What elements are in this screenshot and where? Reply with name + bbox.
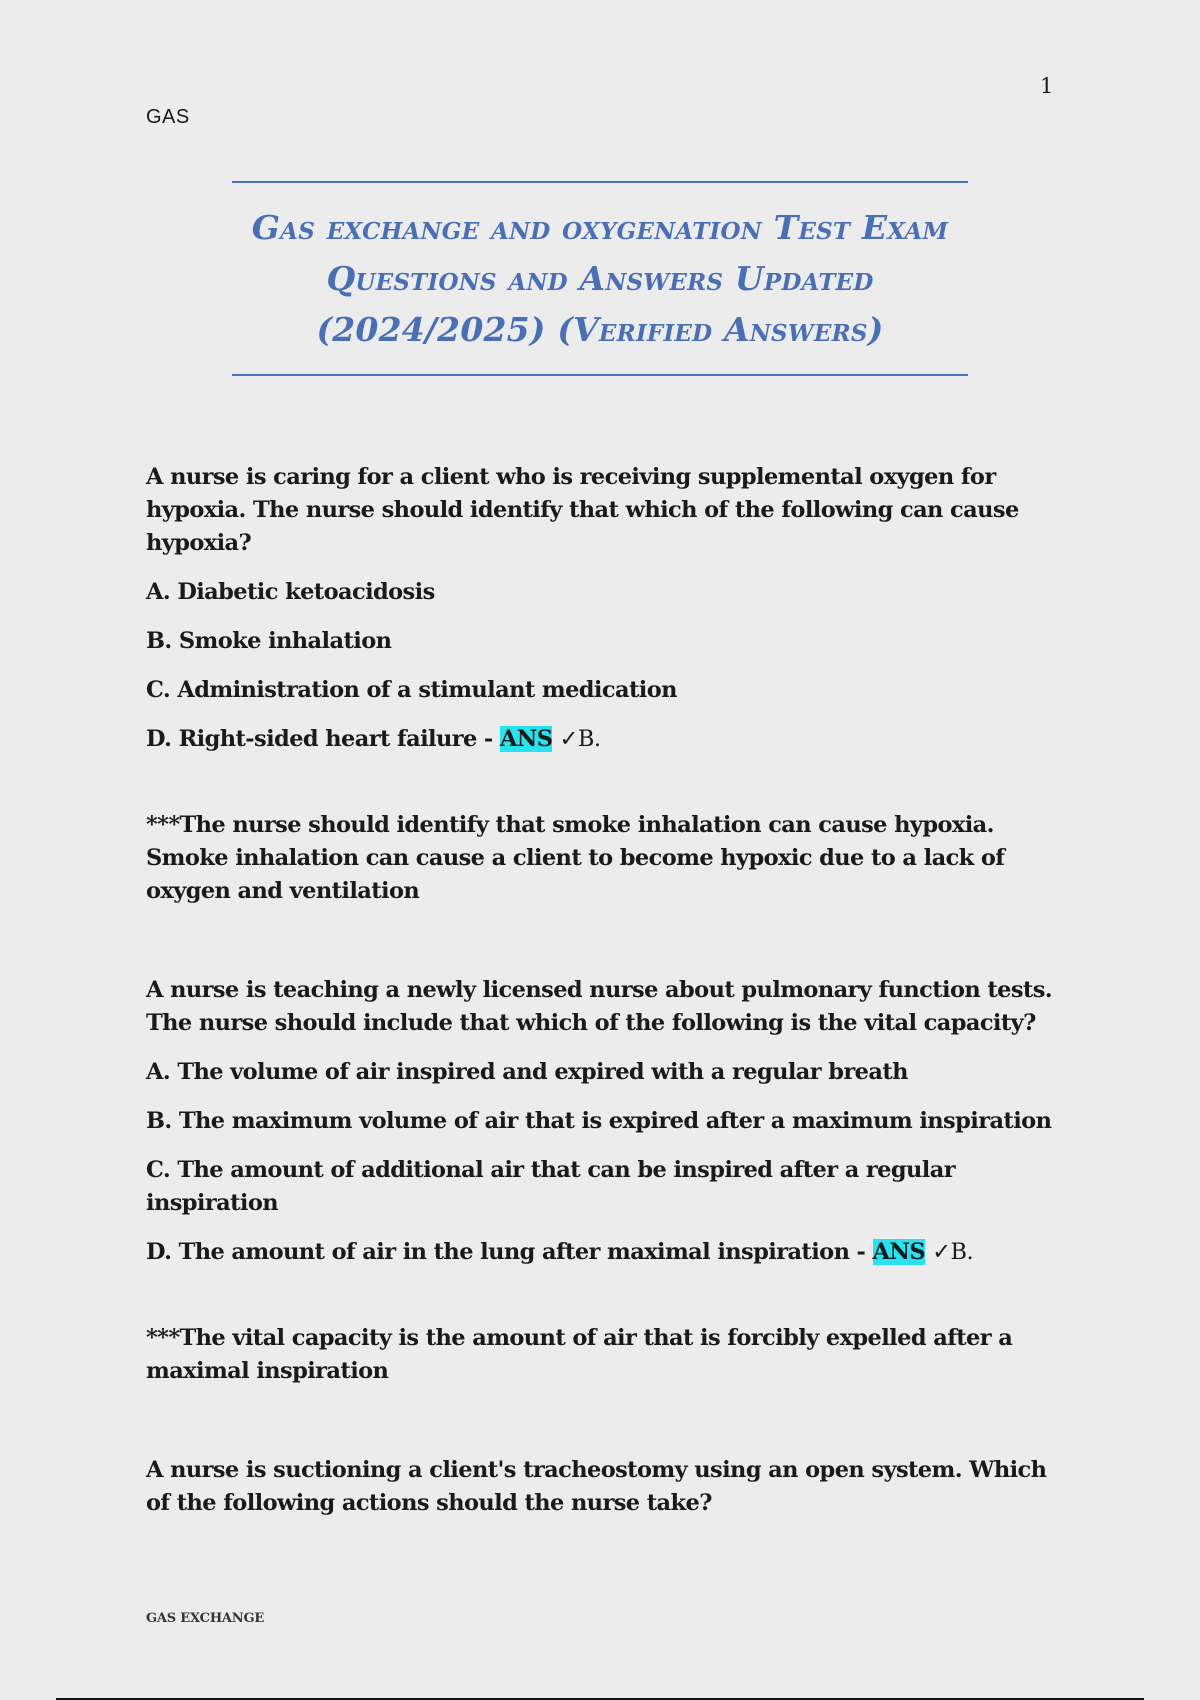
spacer	[146, 908, 1066, 974]
title-line-1: Gas exchange and oxygenation Test Exam	[251, 208, 949, 247]
document-title	[252, 202, 948, 355]
question-text: A nurse is caring for a client who is receiving supplemental oxygen for hypoxia. The nurse should identify that which of the following can cause hypoxia?	[146, 464, 1019, 556]
rationale: ***The vital capacity is the amount of air that is forcibly expelled after a maximal inspiration	[146, 1325, 1013, 1384]
question-3	[146, 1454, 1066, 1520]
spacer	[146, 1388, 1066, 1454]
option-c: C. The amount of additional air that can be inspired after a regular inspiration	[146, 1157, 955, 1216]
rationale: ***The nurse should identify that smoke inhalation can cause hypoxia. Smoke inhalation can cause a client to become hypoxic due to a lack of oxygen and ventilation	[146, 812, 1005, 904]
question-text: A nurse is suctioning a client's tracheostomy using an open system. Which of the following actions should the nurse take?	[146, 1457, 1047, 1516]
option-c: C. Administration of a stimulant medication	[146, 677, 677, 703]
page-number: 1	[1040, 74, 1054, 98]
document-body	[146, 461, 1066, 1536]
option-b: B. The maximum volume of air that is expired after a maximum inspiration	[146, 1108, 1052, 1134]
question-1	[146, 461, 1066, 908]
answer-letter: B.	[950, 1239, 974, 1265]
check-icon: ✓	[559, 726, 578, 752]
running-footer: GAS EXCHANGE	[146, 1611, 265, 1626]
title-block	[232, 181, 968, 376]
answer-label: ANS	[872, 1239, 926, 1265]
option-a: A. The volume of air inspired and expired with a regular breath	[146, 1059, 908, 1085]
option-d-text: D. Right-sided heart failure -	[146, 726, 500, 752]
check-icon: ✓	[932, 1239, 951, 1265]
running-header: GAS	[146, 106, 190, 128]
title-line-3: (2024/2025) (Verified Answers)	[316, 310, 884, 349]
option-d	[146, 723, 1066, 756]
option-a: A. Diabetic ketoacidosis	[146, 579, 435, 605]
option-d	[146, 1236, 1066, 1269]
question-text: A nurse is teaching a newly licensed nurse about pulmonary function tests. The nurse should include that which of the following is the vital capacity?	[146, 977, 1053, 1036]
title-line-2: Questions and Answers Updated	[326, 259, 874, 298]
option-b: B. Smoke inhalation	[146, 628, 392, 654]
option-d-text: D. The amount of air in the lung after maximal inspiration -	[146, 1239, 873, 1265]
answer-label: ANS	[499, 726, 553, 752]
question-2	[146, 974, 1066, 1388]
answer-letter: B.	[577, 726, 601, 752]
